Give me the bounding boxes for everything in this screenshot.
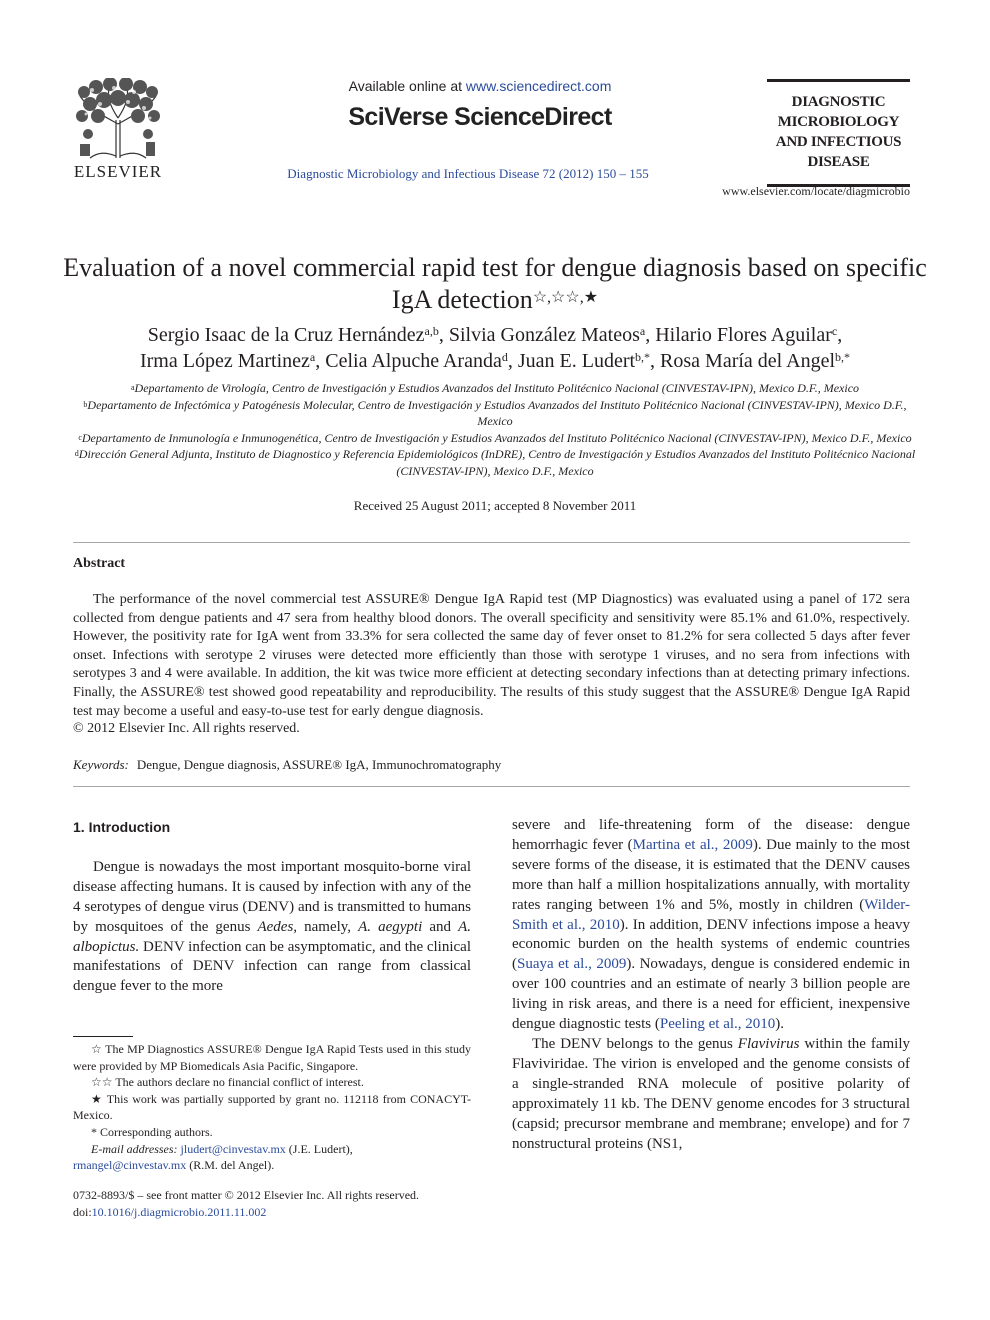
author-affiliation-mark: a [639,324,646,338]
intro-paragraph: The DENV belongs to the genus Flavivirus within the family Flaviviridae. The virion is enveloped and the genome consists of a single-stranded RNA molecule of positive polarity of approximately 11 kb. The DENV genome encodes for 3 structural (capsid; precursor membrane and membrane; envelope) and for 7 nonstructural proteins (NS1, [512,1035,910,1152]
journal-title-box [767,79,910,187]
doi-link[interactable]: 10.1016/j.diagmicrobio.2011.11.002 [91,1204,267,1219]
keywords-line [73,757,501,773]
affiliation-item: $^a$Departamento de Virología, Centro de Investigación y Estudios Avanzados del Instituto Politécnico Nacional (CINVESTAV-IPN), Mexico D.F., Mexico [130,381,860,395]
author-name: Irma López Martinez [139,350,310,372]
available-online-text: Available online at [348,78,466,94]
affiliation-item: $^d$Dirección General Adjunta, Instituto de Diagnostico y Referencia Epidemiológicos (InDRE), Centro de Investigación y Estudios Avanzados del Instituto Politécnico Nacional (CINVESTAV-IPN), Mexico D.F., Mexico [74,447,916,478]
abstract-body [73,591,910,721]
intro-paragraph-continued: severe and life-threatening form of the disease: dengue hemorrhagic fever (Martina et al., 2009). Due mainly to the most severe forms of the disease, it is estimated that the DENV causes more than half a million hospitalizations annually, with mortality rates ranging between 1% and 5%, mostly in children (Wilder-Smith et al., 2010). In addition, DENV infections impose a heavy economic burden on the health systems of endemic countries (Suaya et al., 2009). Nowadays, dengue is considered endemic in over 100 countries and an estimate of nearly 3 billion people are living in risk areas, and there is a need for efficient, inexpensive dengue diagnostic tests (Peeling et al., 2010). [512,817,910,1033]
author-list: Sergio Isaac de la Cruz Hernández$^{a,b}$, Silvia González Mateos$^a$, Hilario Flores Aguilar$^c$, Irma López Martinez$^a$, Celia Alpuche Aranda$^d$, Juan E. Ludert$^{b,*}$, Rosa María del Angel$^{b,*}$ [139,324,851,372]
article-title-text: Evaluation of a novel commercial rapid test for dengue diagnosis based on specific IgA detection [63,253,927,314]
left-column [73,818,471,997]
journal-title-line: AND INFECTIOUS [775,134,902,150]
author-affiliation-mark: b,* [635,350,651,364]
section-heading-introduction: 1. Introduction [73,819,171,835]
journal-title-line: MICROBIOLOGY [777,114,900,130]
author-affiliation-mark: a,b [424,324,439,338]
keywords-label: Keywords: [73,757,129,772]
citation-link[interactable]: Peeling et al., 2010 [659,1016,776,1033]
front-matter-info [73,1187,471,1220]
footnote-solid-star-icon: ★ [91,1091,103,1106]
footnote-item: ☆☆ The authors declare no financial conflict of interest. [91,1075,364,1090]
footnote-emails: E-mail addresses: jludert@cinvestav.mx (J.E. Ludert), [91,1141,353,1156]
journal-citation-link[interactable]: Diagnostic Microbiology and Infectious Disease 72 (2012) 150 – 155 [287,166,649,181]
email-link-ludert[interactable]: jludert@cinvestav.mx [180,1141,286,1156]
author-name: Silvia González Mateos [448,324,640,346]
footnote-star-icon: ☆ [91,1042,103,1056]
footnote-divider [73,1036,133,1037]
elsevier-wordmark: ELSEVIER [73,162,163,181]
journal-title-line: DIAGNOSTIC [791,94,886,110]
author-affiliation-mark: b,* [835,350,851,364]
author-affiliation-mark: c [831,324,838,338]
footnote-item: ★ This work was partially supported by grant no. 112118 from CONACYT-Mexico. [73,1091,471,1123]
author-name: Hilario Flores Aguilar [655,324,832,346]
right-column [512,816,910,1154]
affiliation-list [70,380,920,480]
article-title [60,252,930,316]
affiliation-item: $^b$Departamento de Infectómica y Patogénesis Molecular, Centro de Investigación y Estudios Avanzados del Instituto Politécnico Nacional (CINVESTAV-IPN), Mexico D.F., Mexico [83,397,907,429]
email-link-delangel[interactable]: rmangel@cinvestav.mx [73,1158,187,1173]
abstract-copyright: © 2012 Elsevier Inc. All rights reserved. [73,721,300,736]
elsevier-tree-icon [70,78,166,160]
doi-line: doi:10.1016/j.diagmicrobio.2011.11.002 [73,1204,267,1219]
author-name: Sergio Isaac de la Cruz Hernández [147,324,425,346]
citation-link[interactable]: Martina et al., 2009 [632,836,753,853]
journal-homepage-url: www.elsevier.com/locate/diagmicrobio [722,184,910,198]
divider [73,542,910,543]
author-name: Juan E. Ludert [517,350,636,372]
abstract-text: The performance of the novel commercial test ASSURE® Dengue IgA Rapid test (MP Diagnostics) was evaluated using a panel of 172 sera collected from dengue patients and 47 sera from healthy blood donors. The overall specificity and sensitivity were 85.1% and 61.0%, respectively. However, the positivity rate for IgA went from 33.3% for sera collected the same day of fever onset to 81.2% for sera collected 5 days after fever onset. Infections with serotype 2 viruses were detected more efficiently than those with serotype 1 viruses, and no sera from infections with serotypes 3 and 4 were available. In addition, the kit was twice more efficient at detecting secondary infections than at detecting primary infections. Finally, the ASSURE® test showed good repeatability and reproducibility. The results of this study suggest that the ASSURE® Dengue IgA Rapid test may become a useful and easy-to-use test for early dengue diagnosis. [73,592,910,719]
author-name: Celia Alpuche Aranda [325,350,502,372]
author-name: Rosa María del Angel [660,350,836,372]
citation-link[interactable]: Wilder-Smith et al., 2010 [512,896,910,933]
intro-paragraph: Dengue is nowadays the most important mosquito-borne viral disease affecting humans. It is caused by infection with any of the 4 serotypes of dengue virus (DENV) and is transmitted to humans by mosquitoes of the genus Aedes, namely, A. aegypti and A. albopictus. DENV infection can be asymptomatic, and the clinical manifestations of DENV infection can range from classical dengue fever to the more [73,858,471,995]
keywords-text: Dengue, Dengue diagnosis, ASSURE® IgA, Immunochromatography [136,757,502,772]
elsevier-logo [70,78,166,182]
journal-title-line: DISEASE [807,154,870,170]
issn-line: 0732-8893/$ – see front matter © 2012 Elsevier Inc. All rights reserved. [73,1188,420,1202]
title-footnote-marks[interactable]: ☆,☆☆,★ [532,289,599,306]
footnote-item: * Corresponding authors. [91,1124,213,1139]
citation-link[interactable]: Suaya et al., 2009 [517,956,627,973]
received-dates: Received 25 August 2011; accepted 8 November 2011 [353,498,637,513]
divider [73,786,910,787]
available-online-line [240,78,720,94]
footnotes [73,1041,471,1174]
footnote-emails-cont: rmangel@cinvestav.mx (R.M. del Angel). [73,1158,275,1173]
footnote-item: ☆ The MP Diagnostics ASSURE® Dengue IgA Rapid Tests used in this study were provided by MP Biomedicals Asia Pacific, Singapore. [73,1042,471,1073]
sciencedirect-link[interactable]: www.sciencedirect.com [465,78,612,94]
abstract-heading: Abstract [73,556,126,571]
footnote-double-star-icon: ☆☆ [91,1075,113,1090]
affiliation-item: $^c$Departamento de Inmunología e Inmunogenética, Centro de Investigación y Estudios Avanzados del Instituto Politécnico Nacional (CINVESTAV-IPN), Mexico D.F., Mexico [78,430,912,445]
sciverse-brand: SciVerse ScienceDirect [348,103,612,131]
author-affiliation-mark: d [501,350,508,364]
author-affiliation-mark: a [309,350,316,364]
